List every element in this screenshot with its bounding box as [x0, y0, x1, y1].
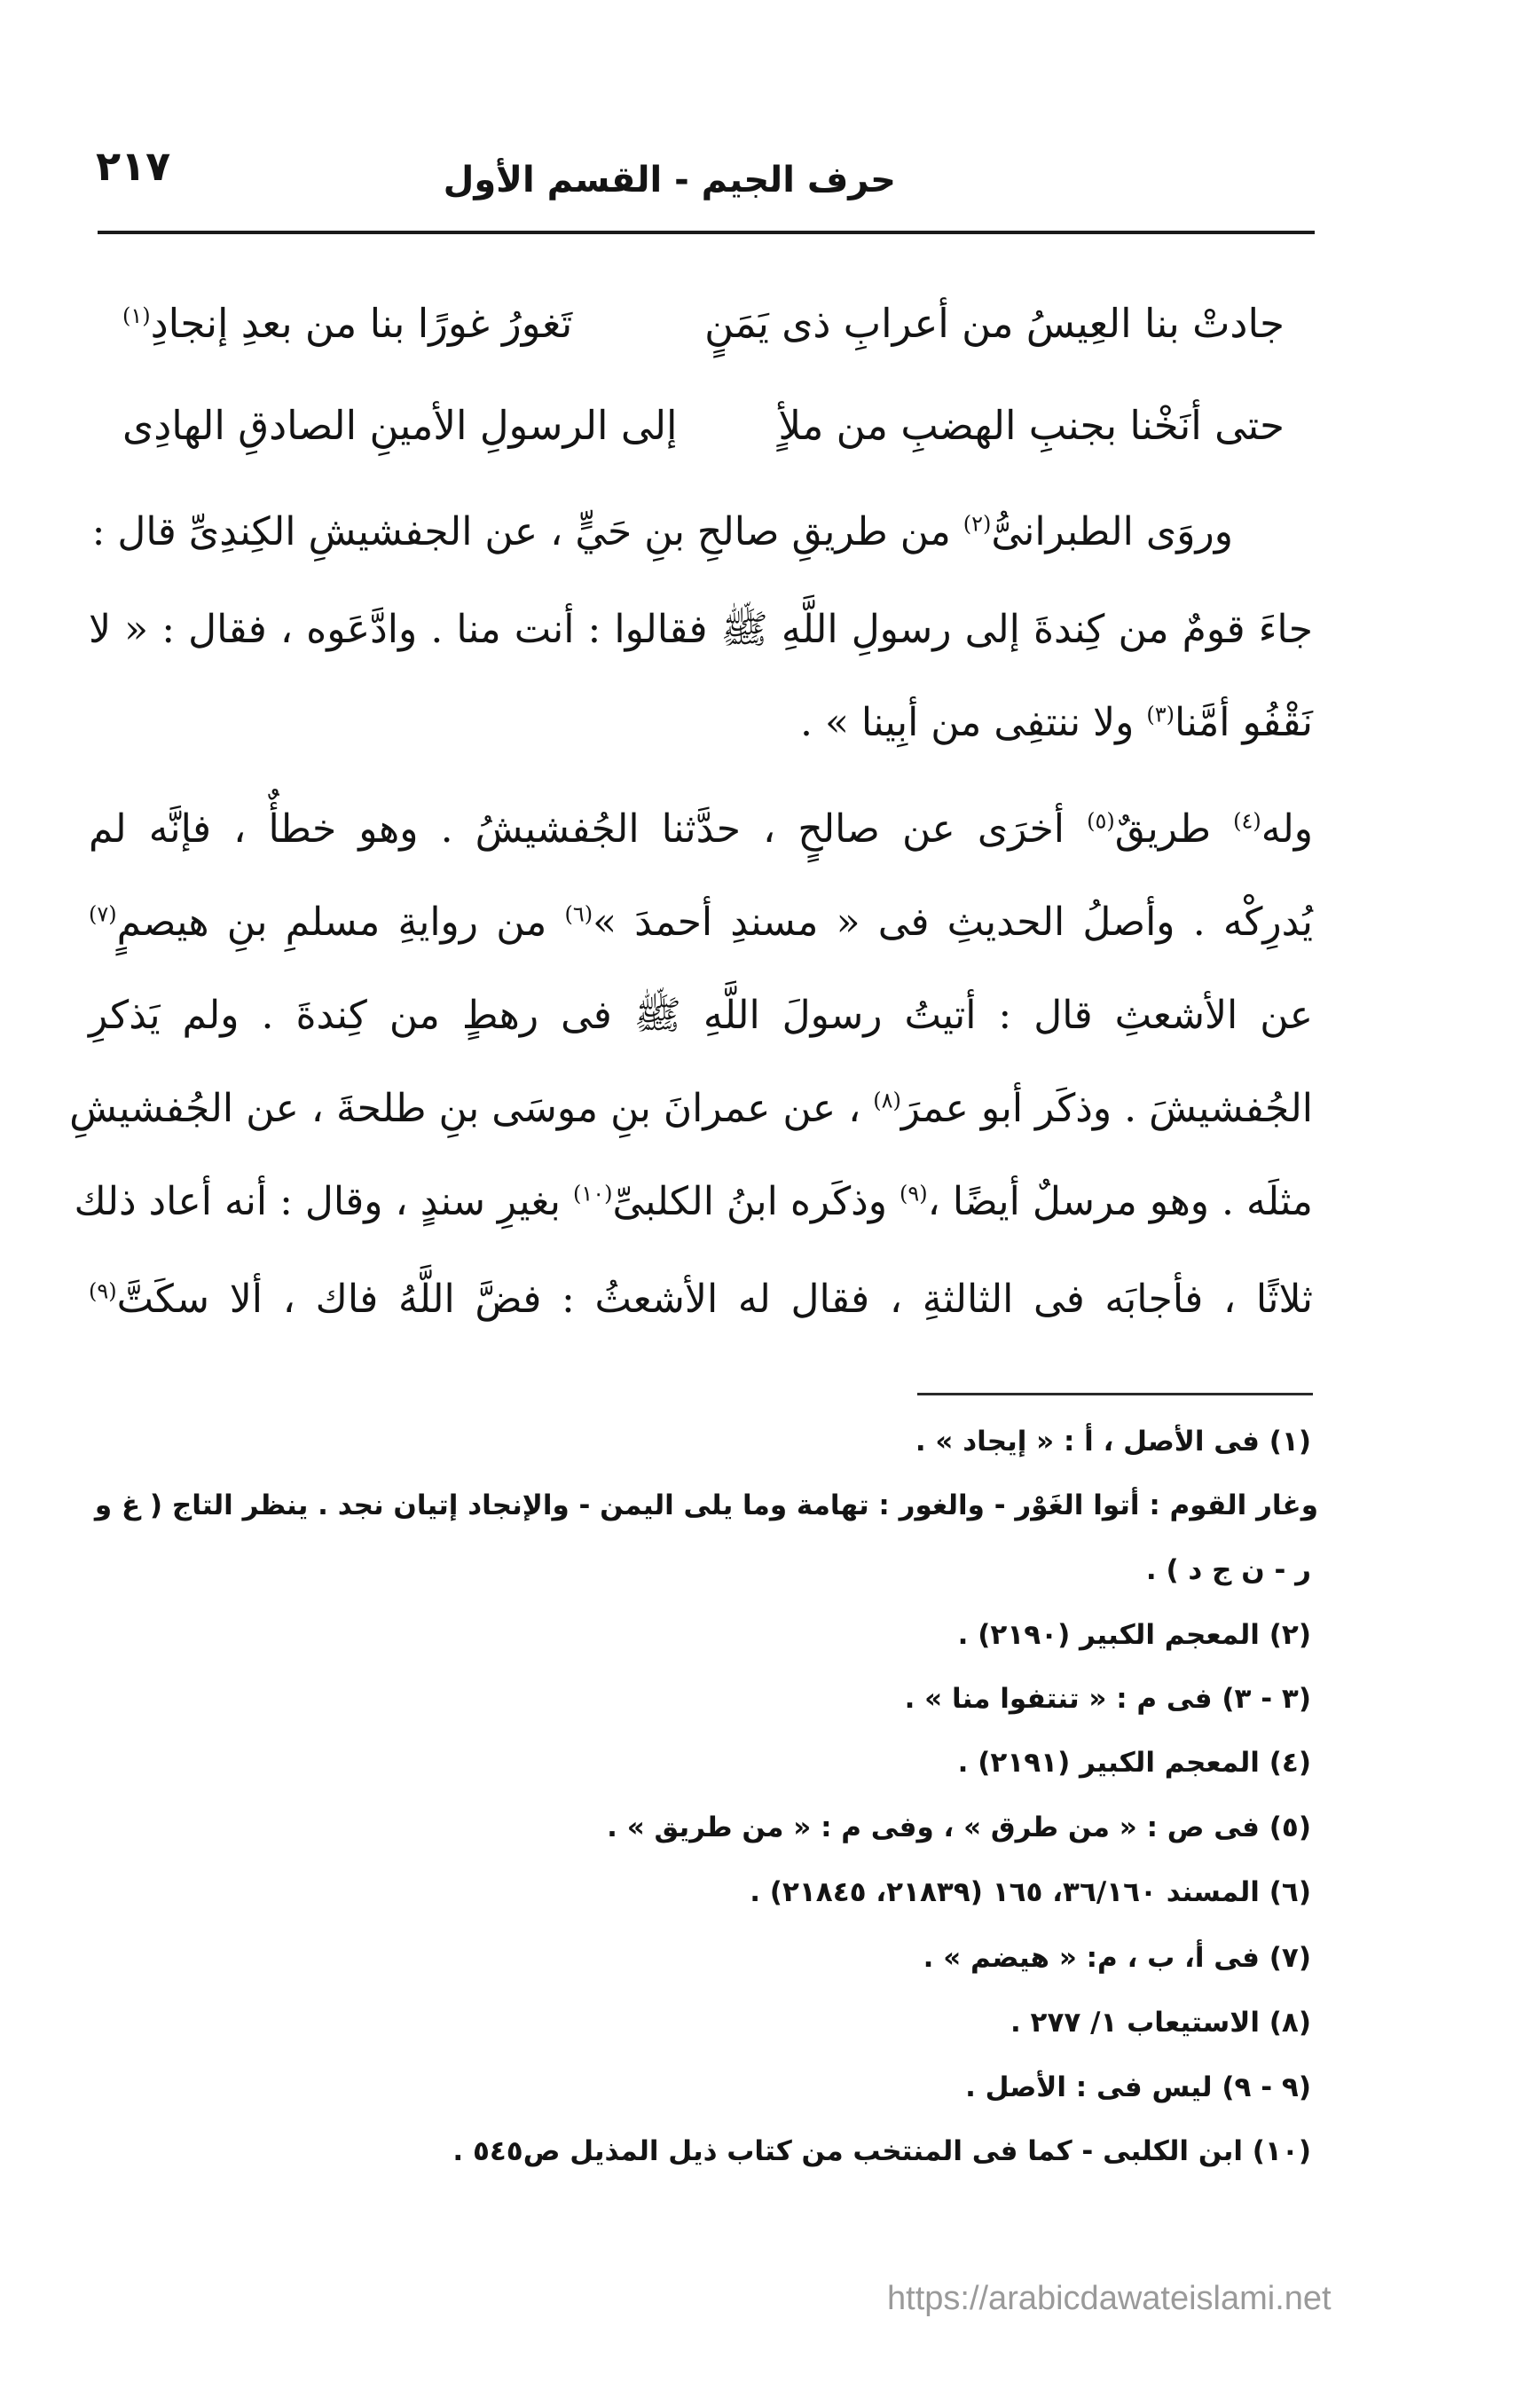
footnote-ref: (٧)	[89, 901, 117, 927]
footnote: (٥) فى ص : « من طرق » ، وفى م : « من طريق » .	[607, 1812, 1311, 1843]
footnote: (١٠) ابن الكلبى - كما فى المنتخب من كتاب ذيل المذيل ص٥٤٥ .	[452, 2135, 1311, 2167]
footnote: (١) فى الأصل ، أ : « إيجاد » .	[915, 1426, 1311, 1458]
body-text: طريقٌ	[1114, 806, 1234, 852]
page-header	[96, 133, 1313, 204]
header-rule	[98, 231, 1315, 234]
body-line	[89, 683, 1313, 763]
body-text: مثلَه . وهو مرسلٌ أيضًا ،	[927, 1179, 1313, 1224]
page-number: ٢١٧	[96, 142, 171, 190]
body-text: أخرَى عن صالحٍ ، حدَّثنا الجُفشيشُ . وهو خطأٌ ، فإنَّه لم	[89, 806, 1088, 852]
body-text: من روايةِ مسلمِ بنِ هيصمٍ	[116, 900, 565, 945]
footnote: (٦) المسند ٣٦/١٦٠، ١٦٥ (٢١٨٣٩، ٢١٨٤٥) .	[750, 1876, 1311, 1908]
body-text: ، عن عمرانَ بنِ موسَى بنِ طلحةَ ، عن الجُفشيشِ	[69, 1086, 874, 1131]
footnote-ref: (٩)	[89, 1278, 117, 1304]
footnote-separator	[917, 1393, 1313, 1395]
body-text: وله	[1261, 806, 1313, 852]
footnote-ref: (٨)	[873, 1088, 901, 1113]
body-line	[74, 1162, 1313, 1242]
body-text: وروَى الطبرانىُّ	[991, 509, 1233, 554]
body-text: من طريقِ صالحِ بنِ حَيٍّ ، عن الجفشيشِ الكِندِىِّ قال :	[91, 509, 963, 554]
body-line	[89, 1260, 1313, 1340]
verse-line	[122, 293, 1285, 355]
body-line	[69, 1069, 1313, 1149]
footnote: (٩ - ٩) ليس فى : الأصل .	[965, 2071, 1311, 2103]
footnote-ref: (٥)	[1087, 808, 1115, 834]
footnote: (٣ - ٣) فى م : « تنتفوا منا » .	[904, 1683, 1311, 1715]
body-text: ولا ننتفِى من أبِينا » .	[799, 700, 1147, 745]
running-title: حرف الجيم - القسم الأول	[443, 160, 896, 200]
footnote-ref: (٣)	[1146, 702, 1175, 727]
footnote: (٢) المعجم الكبير (٢١٩٠) .	[957, 1619, 1311, 1651]
footnote: (٧) فى أ، ب ، م: « هيضم » .	[923, 1942, 1311, 1974]
body-line	[93, 492, 1233, 572]
verse-line	[122, 395, 1285, 457]
verse-hemistich-text: تَغورُ غورًا بنا من بعدِ إنجادِ	[150, 300, 573, 347]
body-text: عن الأشعثِ قال : أتيتُ رسولَ اللَّهِ ﷺ فى رهطٍ من كِندةَ . ولم يَذكرِ	[89, 993, 1313, 1038]
body-text: وذكَره ابنُ الكلبىِّ	[612, 1179, 900, 1224]
footnote: ر - ن ج د ) .	[1145, 1554, 1311, 1586]
footnote: (٤) المعجم الكبير (٢١٩١) .	[957, 1747, 1311, 1779]
footnote-ref: (١٠)	[572, 1181, 613, 1206]
body-line	[89, 790, 1313, 869]
verse-hemistich-second	[122, 300, 572, 347]
footnote: (٨) الاستيعاب ١/ ٢٧٧ .	[1010, 2007, 1311, 2039]
footnote-ref: (٢)	[962, 511, 992, 537]
footnote-ref: (٩)	[899, 1181, 928, 1206]
body-text: يُدرِكْه . وأصلُ الحديثِ فى « مسندِ أحمدَ »	[593, 900, 1314, 945]
footnote-ref: (٦)	[564, 901, 593, 927]
watermark-url: https://arabicdawateislami.net	[887, 2280, 1332, 2317]
body-text: ثلاثًا ، فأجابَه فى الثالثةِ ، فقال له الأشعثُ : فضَّ اللَّهُ فاك ، ألا سكَتَّ	[116, 1277, 1313, 1322]
body-text: الجُفشيشَ . وذكَر أبو عمرَ	[900, 1086, 1313, 1131]
body-line	[89, 883, 1313, 963]
footnote: وغار القوم : أتوا الغَوْر - والغور : تهامة وما يلى اليمن - والإنجاد إتيان نجد . ينظر التاج ( غ و	[94, 1489, 1318, 1521]
verse-hemistich-first: حتى أنَخْنا بجنبِ الهضبِ من ملأٍ	[778, 402, 1285, 449]
body-text: بغيرِ سندٍ ، وقال : أنه أعاد ذلك	[74, 1179, 573, 1224]
footnote-ref: (١)	[122, 303, 151, 328]
body-text: نَقْفُو أمَّنا	[1175, 700, 1313, 745]
body-line	[89, 590, 1313, 670]
footnote-ref: (٤)	[1233, 808, 1261, 834]
body-line	[89, 976, 1313, 1056]
verse-hemistich-first: جادتْ بنا العِيسُ من أعرابِ ذى يَمَنٍ	[704, 300, 1285, 347]
verse-hemistich-second: إلى الرسولِ الأمينِ الصادقِ الهادِى	[122, 402, 678, 449]
body-text: جاءَ قومٌ من كِندةَ إلى رسولِ اللَّهِ ﷺ فقالوا : أنت منا . وادَّعَوه ، فقال : « لا	[89, 607, 1313, 652]
